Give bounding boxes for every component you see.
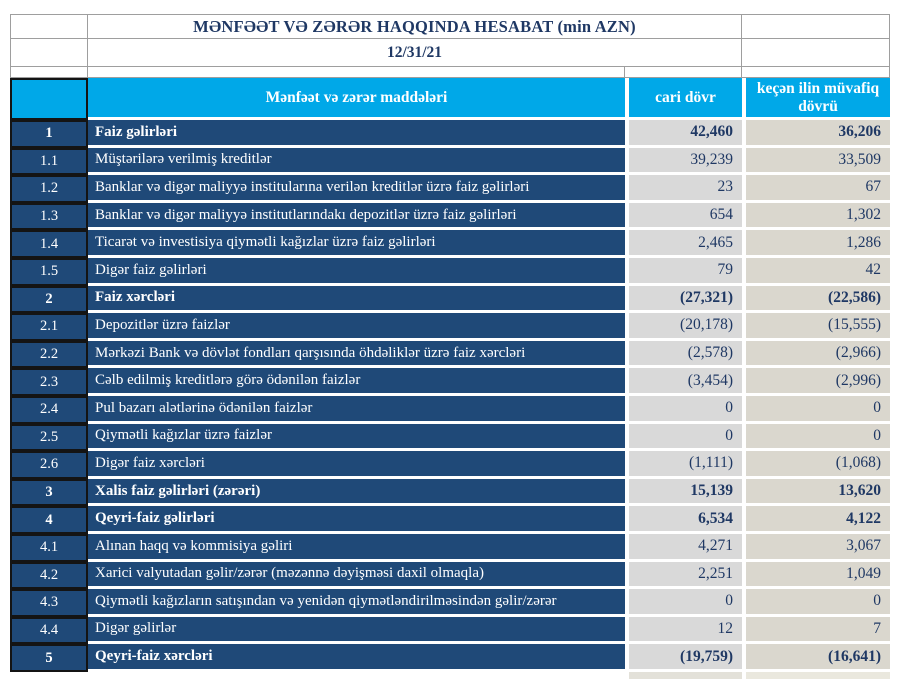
previous-value-cell: 42 xyxy=(742,258,890,286)
current-value-cell: (20,178) xyxy=(625,313,742,341)
row-number-cell: 4.2 xyxy=(10,562,88,590)
pnl-table xyxy=(10,14,890,679)
previous-value-cell: (1,068) xyxy=(742,451,890,479)
current-value-cell: 39,239 xyxy=(625,148,742,176)
current-value-cell: 0 xyxy=(625,589,742,617)
current-value-cell: 23 xyxy=(625,175,742,203)
item-label-cell: Depozitlər üzrə faizlər xyxy=(88,313,625,341)
item-label-cell: Ticarət və investisiya qiymətli kağızlar üzrə faiz gəlirləri xyxy=(88,230,625,258)
current-value-cell: 6,534 xyxy=(625,506,742,534)
item-label-cell: Qiymətli kağızlar üzrə faizlər xyxy=(88,424,625,452)
item-label-cell: Mərkəzi Bank və dövlət fondları qarşısında öhdəliklər üzrə faiz xərcləri xyxy=(88,341,625,369)
previous-value-cell: (22,586) xyxy=(742,286,890,314)
bottom-strip-current-col xyxy=(625,672,742,679)
report-date: 12/31/21 xyxy=(88,39,742,67)
item-label-cell: Qeyri-faiz xərcləri xyxy=(88,644,625,672)
current-value-cell: 2,465 xyxy=(625,230,742,258)
previous-value-cell: (15,555) xyxy=(742,313,890,341)
current-value-cell: (27,321) xyxy=(625,286,742,314)
previous-value-cell: 13,620 xyxy=(742,479,890,507)
previous-value-cell: 1,286 xyxy=(742,230,890,258)
current-value-cell: (1,111) xyxy=(625,451,742,479)
previous-value-cell: 0 xyxy=(742,424,890,452)
current-value-cell: (3,454) xyxy=(625,368,742,396)
item-label-cell: Cəlb edilmiş kreditlərə görə ödənilən faizlər xyxy=(88,368,625,396)
item-label-cell: Xarici valyutadan gəlir/zərər (məzənnə dəyişməsi daxil olmaqla) xyxy=(88,562,625,590)
current-value-cell: 654 xyxy=(625,203,742,231)
previous-value-cell: 1,302 xyxy=(742,203,890,231)
item-label-cell: Banklar və digər maliyyə institularına verilən kreditlər üzrə faiz gəlirləri xyxy=(88,175,625,203)
spacer-cell xyxy=(88,67,625,78)
previous-value-cell: 36,206 xyxy=(742,120,890,148)
previous-value-cell: 0 xyxy=(742,589,890,617)
current-value-cell: 42,460 xyxy=(625,120,742,148)
spacer-cell xyxy=(10,67,88,78)
current-value-cell: 4,271 xyxy=(625,534,742,562)
current-value-cell: 0 xyxy=(625,424,742,452)
previous-value-cell: 3,067 xyxy=(742,534,890,562)
item-label-cell: Qeyri-faiz gəlirləri xyxy=(88,506,625,534)
column-header-items: Mənfəət və zərər maddələri xyxy=(88,78,625,120)
item-label-cell: Xalis faiz gəlirləri (zərəri) xyxy=(88,479,625,507)
previous-value-cell: (2,996) xyxy=(742,368,890,396)
spacer-cell xyxy=(742,67,890,78)
date-row-left-empty-cell xyxy=(10,39,88,67)
row-number-cell: 1 xyxy=(10,120,88,148)
report-title: MƏNFƏƏT VƏ ZƏRƏR HAQQINDA HESABAT (min AZN) xyxy=(88,14,742,39)
item-label-cell: Digər faiz xərcləri xyxy=(88,451,625,479)
row-number-cell: 4.4 xyxy=(10,617,88,645)
row-number-cell: 4 xyxy=(10,506,88,534)
row-number-cell: 2.4 xyxy=(10,396,88,424)
item-label-cell: Faiz xərcləri xyxy=(88,286,625,314)
item-label-cell: Digər gəlirlər xyxy=(88,617,625,645)
bottom-strip-previous-col xyxy=(742,672,890,679)
column-header-current-period: cari dövr xyxy=(625,78,742,120)
row-number-cell: 2.2 xyxy=(10,341,88,369)
spacer-cell xyxy=(625,67,742,78)
row-number-cell: 2.5 xyxy=(10,424,88,452)
item-label-cell: Müştərilərə verilmiş kreditlər xyxy=(88,148,625,176)
previous-value-cell: (2,966) xyxy=(742,341,890,369)
row-number-cell: 1.3 xyxy=(10,203,88,231)
item-label-cell: Faiz gəlirləri xyxy=(88,120,625,148)
previous-value-cell: 67 xyxy=(742,175,890,203)
row-number-cell: 4.3 xyxy=(10,589,88,617)
row-number-cell: 2 xyxy=(10,286,88,314)
corner-empty-cell xyxy=(10,14,88,39)
previous-value-cell: 0 xyxy=(742,396,890,424)
item-label-cell: Qiymətli kağızların satışından və yenidən qiymətləndirilməsindən gəlir/zərər xyxy=(88,589,625,617)
current-value-cell: 12 xyxy=(625,617,742,645)
row-number-cell: 1.4 xyxy=(10,230,88,258)
current-value-cell: 79 xyxy=(625,258,742,286)
row-number-cell: 1.2 xyxy=(10,175,88,203)
item-label-cell: Alınan haqq və kommisiya gəliri xyxy=(88,534,625,562)
row-number-cell: 4.1 xyxy=(10,534,88,562)
row-number-cell: 1.5 xyxy=(10,258,88,286)
date-row-right-empty-cell xyxy=(742,39,890,67)
row-number-cell: 2.3 xyxy=(10,368,88,396)
current-value-cell: (19,759) xyxy=(625,644,742,672)
previous-value-cell: 33,509 xyxy=(742,148,890,176)
previous-value-cell: 1,049 xyxy=(742,562,890,590)
row-number-cell: 5 xyxy=(10,644,88,672)
previous-value-cell: (16,641) xyxy=(742,644,890,672)
item-label-cell: Banklar və digər maliyyə institutlarındakı depozitlər üzrə faiz gəlirləri xyxy=(88,203,625,231)
row-number-cell: 2.6 xyxy=(10,451,88,479)
previous-value-cell: 7 xyxy=(742,617,890,645)
current-value-cell: 0 xyxy=(625,396,742,424)
column-header-previous-period: keçən ilin müvafiq dövrü xyxy=(742,78,890,120)
current-value-cell: 15,139 xyxy=(625,479,742,507)
previous-value-cell: 4,122 xyxy=(742,506,890,534)
row-number-cell: 3 xyxy=(10,479,88,507)
bottom-strip-left xyxy=(10,672,625,679)
item-label-cell: Digər faiz gəlirləri xyxy=(88,258,625,286)
title-row-right-empty-cell xyxy=(742,14,890,39)
current-value-cell: (2,578) xyxy=(625,341,742,369)
current-value-cell: 2,251 xyxy=(625,562,742,590)
row-number-cell: 2.1 xyxy=(10,313,88,341)
row-number-cell: 1.1 xyxy=(10,148,88,176)
item-label-cell: Pul bazarı alətlərinə ödənilən faizlər xyxy=(88,396,625,424)
header-corner-cell xyxy=(10,78,88,120)
